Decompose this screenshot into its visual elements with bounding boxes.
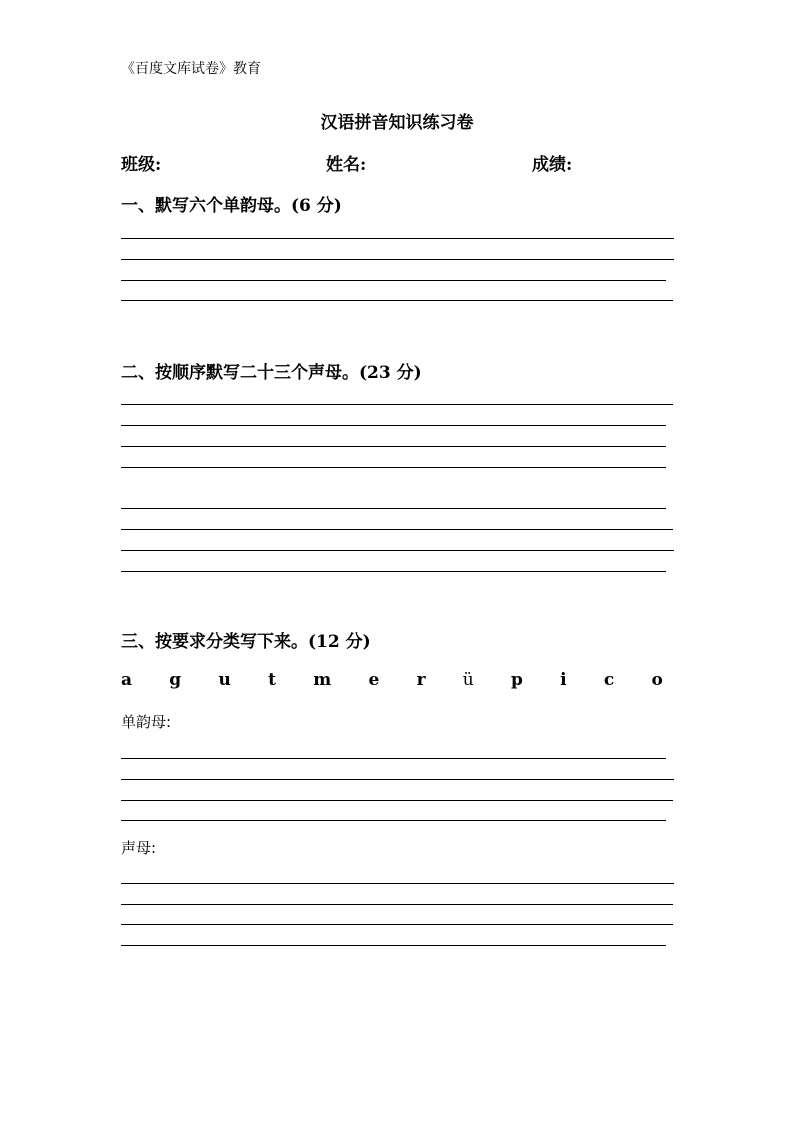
finals-label: 单韵母: xyxy=(121,713,172,731)
answer-line xyxy=(121,508,666,509)
letter: ü xyxy=(462,670,474,690)
answer-line xyxy=(121,904,673,905)
section-3-heading: 三、按要求分类写下来。(12 分) xyxy=(121,632,371,652)
letter: u xyxy=(218,670,231,690)
letter: c xyxy=(603,670,615,690)
answer-line xyxy=(121,820,666,821)
letter: p xyxy=(511,670,523,690)
answer-line xyxy=(121,300,673,301)
letter: i xyxy=(560,670,567,690)
score-label: 成绩: xyxy=(532,155,573,175)
initials-label: 声母: xyxy=(121,839,157,857)
letter: t xyxy=(268,670,276,690)
answer-line xyxy=(121,758,666,759)
letter: e xyxy=(368,670,380,690)
answer-line xyxy=(121,571,666,572)
letter: a xyxy=(121,670,133,690)
answer-line xyxy=(121,800,673,801)
letter: m xyxy=(313,670,332,690)
answer-line xyxy=(121,945,666,946)
answer-line xyxy=(121,883,674,884)
answer-line xyxy=(121,924,673,925)
letter: g xyxy=(169,670,182,690)
answer-line xyxy=(121,259,674,260)
answer-line xyxy=(121,467,666,468)
document-header: 《百度文库试卷》教育 xyxy=(121,61,261,77)
name-label: 姓名: xyxy=(326,155,367,175)
answer-line xyxy=(121,779,674,780)
answer-line xyxy=(121,238,674,239)
section-2-heading: 二、按顺序默写二十三个声母。(23 分) xyxy=(121,363,422,383)
letter: r xyxy=(416,670,426,690)
letter: o xyxy=(651,670,663,690)
letter-row xyxy=(121,670,663,690)
class-label: 班级: xyxy=(121,155,162,175)
answer-line xyxy=(121,280,666,281)
answer-line xyxy=(121,529,673,530)
answer-line xyxy=(121,404,673,405)
answer-line xyxy=(121,446,666,447)
page-title: 汉语拼音知识练习卷 xyxy=(320,113,474,133)
answer-line xyxy=(121,425,666,426)
answer-line xyxy=(121,550,674,551)
section-1-heading: 一、默写六个单韵母。(6 分) xyxy=(121,196,342,216)
